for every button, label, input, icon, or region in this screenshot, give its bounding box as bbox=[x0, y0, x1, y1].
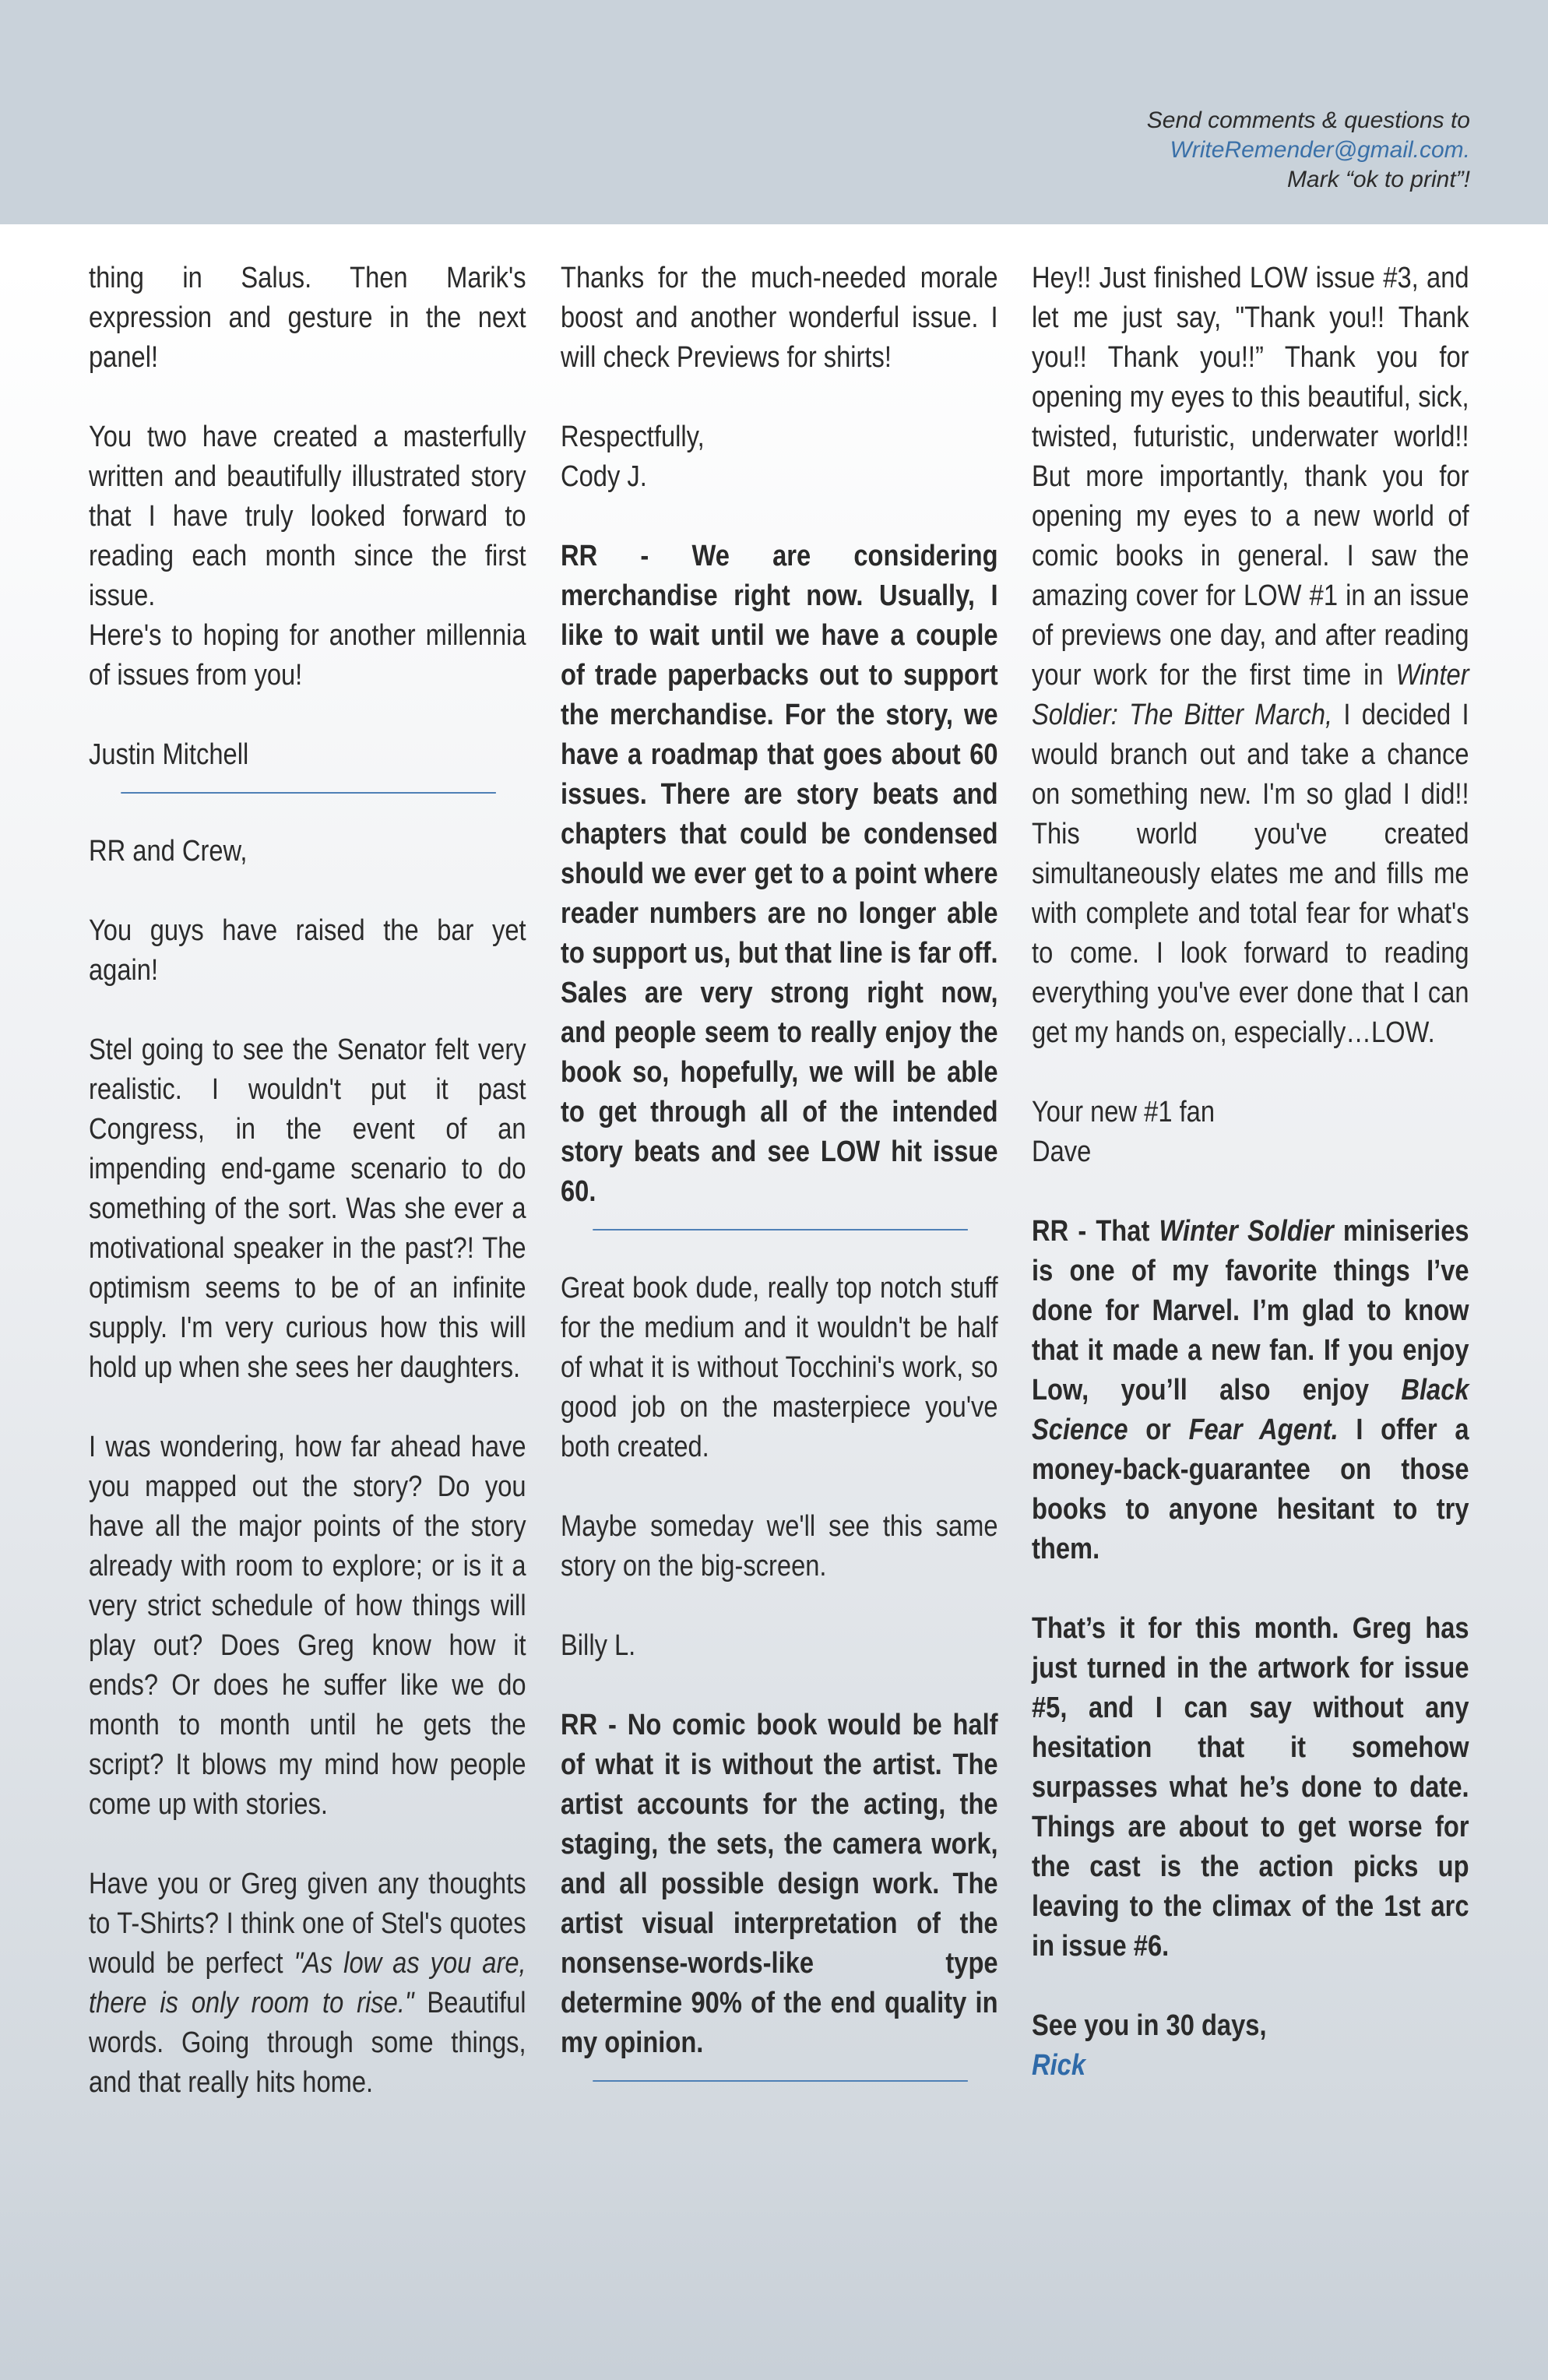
stel-quote: "As low as you are, there is only room to rise." bbox=[89, 1947, 526, 2019]
section-divider bbox=[593, 2080, 968, 2082]
letter-closing: Respectfully, bbox=[561, 421, 705, 453]
book-title: Black Science bbox=[1032, 1374, 1469, 1446]
letter-paragraph bbox=[1032, 259, 1469, 1053]
letter-paragraph bbox=[89, 1864, 526, 2103]
letter-paragraph: Maybe someday we'll see this same story on the big-screen. bbox=[561, 1510, 998, 1583]
letter-paragraph: Here's to hoping for another millennia of issues from you! bbox=[89, 619, 526, 692]
text-run: Hey!! Just finished LOW issue #3, and let me just say, "Thank you!! Thank you!! Thank you!!” Thank you for opening my eyes to this beautiful, sick, twisted, futuristic, underwater world!! But more importantly, thank you for opening my eyes to a new world of comic books in general. I saw the amazing cover for LOW #1 in an issue of previews one day, and after reading your work for the first time in bbox=[1032, 262, 1469, 692]
print-note: Mark “ok to print”! bbox=[1286, 167, 1470, 192]
book-title: Fear Agent. bbox=[1188, 1414, 1339, 1446]
letter-paragraph: You guys have raised the bar yet again! bbox=[89, 914, 526, 987]
book-title: Winter Soldier: The Bitter March, bbox=[1032, 659, 1469, 731]
book-title: Winter Soldier bbox=[1159, 1215, 1334, 1248]
header-band bbox=[0, 0, 1548, 224]
email-link[interactable]: WriteRemender@gmail.com. bbox=[1170, 137, 1470, 163]
letter-paragraph: Thanks for the much-needed morale boost and another wonderful issue. I will check Previews for shirts! bbox=[561, 262, 998, 374]
letter-paragraph: thing in Salus. Then Marik's expression and gesture in the next panel! bbox=[89, 262, 526, 374]
letter-signature: Dave bbox=[1032, 1135, 1092, 1168]
letter-signature: Cody J. bbox=[561, 460, 647, 493]
text-run: Beautiful words. Going through some things, and that really hits home. bbox=[89, 1987, 526, 2099]
section-divider bbox=[593, 1229, 968, 1230]
text-run: miniseries is one of my favorite things I’ve done for Marvel. I’m glad to know that it made a new fan. If you enjoy Low, you’ll also enjoy bbox=[1032, 1215, 1469, 1407]
column-1 bbox=[89, 259, 526, 2142]
text-run: I decided I would branch out and take a chance on something new. I'm so glad I did!! This world you've created simultaneously elates me and fills me with complete and total fear for what's to come. I look forward to reading everything you've ever done that I can get my hands on, especially…LOW. bbox=[1032, 699, 1469, 1049]
editor-reply: RR - We are considering merchandise right now. Usually, I like to wait until we have a couple of trade paperbacks out to support the merchandise. For the story, we have a roadmap that goes about 60 issues. There are story beats and chapters that could be condensed should we ever get to a point where reader numbers are no longer able to support us, but that line is far off. Sales are very strong right now, and people seem to really enjoy the book so, hopefully, we will be able to get through all of the intended story beats and see LOW hit issue 60. bbox=[561, 540, 998, 1208]
letter-paragraph: Stel going to see the Senator felt very realistic. I wouldn't put it past Congress, in the event of an impending end-game scenario to do something of the sort. Was she ever a motivational speaker in the past?! The optimism seems to be of an infinite supply. I'm very curious how this will hold up when she sees her daughters. bbox=[89, 1033, 526, 1384]
letter-signature: Justin Mitchell bbox=[89, 738, 249, 771]
text-run: or bbox=[1145, 1414, 1171, 1446]
letter-paragraph: Great book dude, really top notch stuff for the medium and it wouldn't be half of what it is without Tocchini's work, so good job on the masterpiece you've both created. bbox=[561, 1272, 998, 1463]
text-run: I offer a money-back-guarantee on those books to anyone hesitant to try them. bbox=[1032, 1414, 1469, 1565]
editor-signature: Rick bbox=[1032, 2049, 1086, 2082]
column-3 bbox=[1032, 259, 1469, 2086]
letter-paragraph: You two have created a masterfully written and beautifully illustrated story that I have truly looked forward to reading each month since the first issue. bbox=[89, 421, 526, 612]
text-run: RR - That bbox=[1032, 1215, 1150, 1248]
sign-off: See you in 30 days, bbox=[1032, 2009, 1267, 2042]
column-2 bbox=[561, 259, 998, 2082]
editor-reply bbox=[1032, 1212, 1469, 1569]
section-divider bbox=[121, 792, 496, 794]
letter-signature: Billy L. bbox=[561, 1629, 636, 1662]
editor-reply: That’s it for this month. Greg has just turned in the artwork for issue #5, and I can say without any hesitation that it somehow surpasses what he’s done to date. Things are about to get worse for the cast is the action picks up leaving to the climax of the 1st arc in issue #6. bbox=[1032, 1612, 1469, 1963]
contact-line: Send comments & questions to bbox=[1146, 107, 1470, 133]
letter-closing: Your new #1 fan bbox=[1032, 1096, 1216, 1128]
text-run: Have you or Greg given any thoughts to T-Shirts? I think one of Stel's quotes would be perfect bbox=[89, 1868, 526, 1980]
contact-block bbox=[925, 106, 1470, 195]
letter-greeting: RR and Crew, bbox=[89, 835, 248, 868]
editor-reply: RR - No comic book would be half of what it is without the artist. The artist accounts for the acting, the staging, the sets, the camera work, and all possible design work. The artist visual interpretation of the nonsense-words-like type determine 90% of the end quality in my opinion. bbox=[561, 1709, 998, 2059]
letter-paragraph: I was wondering, how far ahead have you mapped out the story? Do you have all the major points of the story already with room to explore; or is it a very strict schedule of how things will play out? Does Greg know how it ends? Or does he suffer like we do month to month until he gets the script? It blows my mind how people come up with stories. bbox=[89, 1431, 526, 1821]
